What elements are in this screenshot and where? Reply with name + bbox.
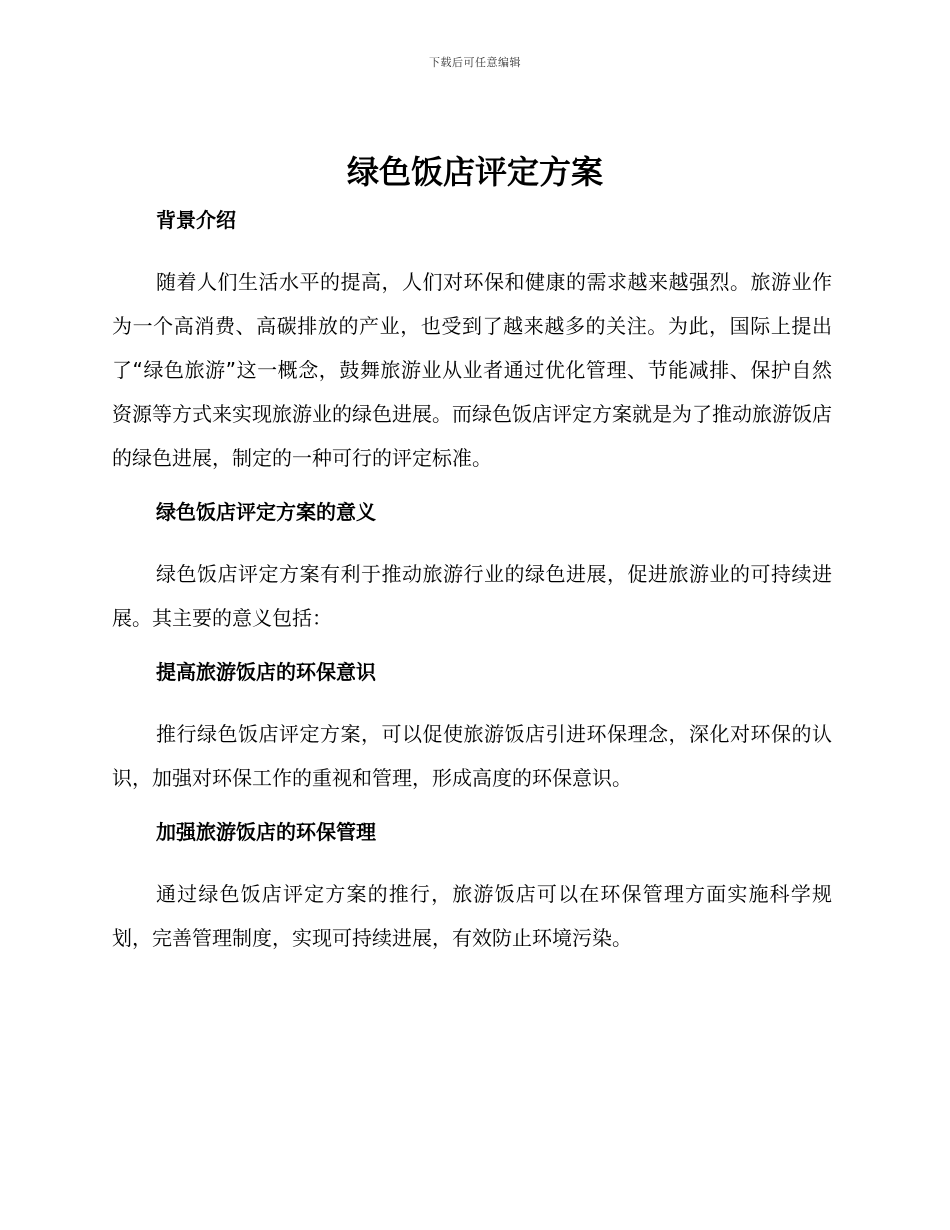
section-heading-background: 背景介绍	[156, 208, 236, 232]
document-body	[112, 204, 832, 960]
paragraph-significance: 绿色饭店评定方案有利于推动旅游行业的绿色进展，促进旅游业的可持续进展。其主要的意义包括：	[112, 562, 832, 630]
document-title: 绿色饭店评定方案	[346, 153, 603, 191]
paragraph-background: 随着人们生活水平的提高，人们对环保和健康的需求越来越强烈。旅游业作为一个高消费、高碳排放的产业，也受到了越来越多的关注。为此，国际上提出了“绿色旅游”这一概念，鼓舞旅游业从业者通过优化管理、节能减排、保护自然资源等方式来实现旅游业的绿色进展。而绿色饭店评定方案就是为了推动旅游饭店的绿色进展，制定的一种可行的评定标准。	[112, 270, 832, 470]
section-heading-awareness: 提高旅游饭店的环保意识	[156, 660, 376, 684]
header-note: 下载后可任意编辑	[429, 56, 521, 69]
section-heading-management: 加强旅游饭店的环保管理	[156, 820, 376, 844]
paragraph-awareness: 推行绿色饭店评定方案，可以促使旅游饭店引进环保理念，深化对环保的认识，加强对环保工作的重视和管理，形成高度的环保意识。	[112, 722, 832, 790]
section-heading-significance: 绿色饭店评定方案的意义	[156, 500, 376, 524]
paragraph-management: 通过绿色饭店评定方案的推行，旅游饭店可以在环保管理方面实施科学规划，完善管理制度，实现可持续进展，有效防止环境污染。	[112, 882, 832, 950]
